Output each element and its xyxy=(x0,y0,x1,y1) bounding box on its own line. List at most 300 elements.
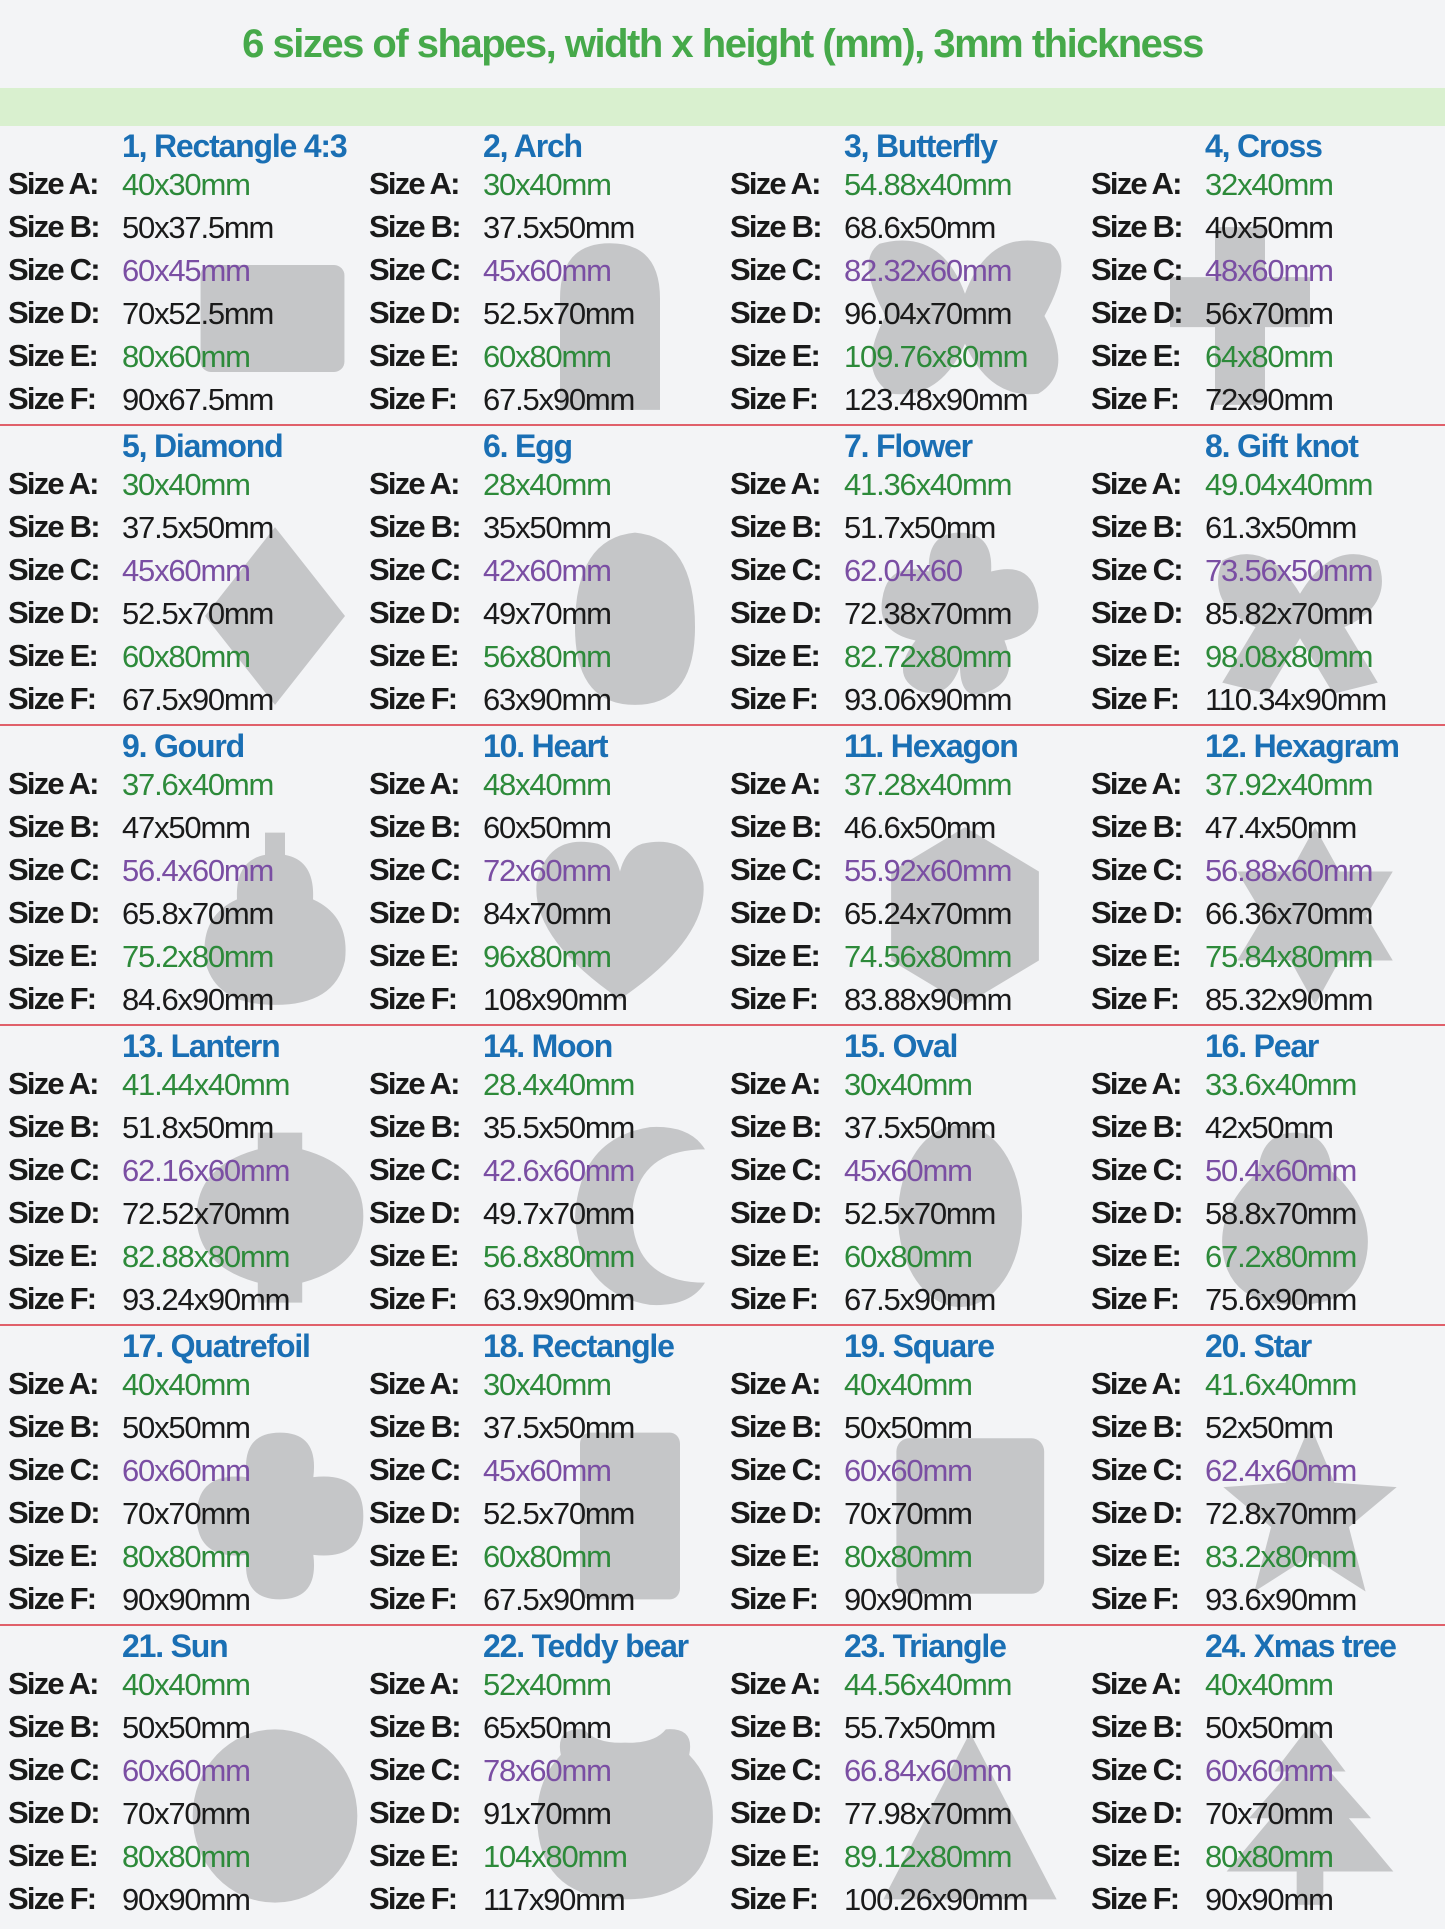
size-value: 60x60mm xyxy=(122,1753,250,1788)
size-value: 84.6x90mm xyxy=(122,982,274,1017)
size-value: 80x80mm xyxy=(1205,1839,1333,1874)
shape-title: 11. Hexagon xyxy=(844,728,1018,764)
size-line xyxy=(730,209,1083,252)
size-label: Size D: xyxy=(369,895,460,930)
size-value: 72.38x70mm xyxy=(844,596,1012,631)
size-value: 67.2x80mm xyxy=(1205,1239,1357,1274)
size-line xyxy=(8,681,361,724)
size-line xyxy=(1091,166,1444,209)
size-line xyxy=(369,1881,722,1924)
size-line xyxy=(369,295,722,338)
size-line xyxy=(1091,1795,1444,1838)
size-label: Size D: xyxy=(730,595,821,630)
size-label: Size D: xyxy=(8,595,99,630)
shape-title: 10. Heart xyxy=(483,728,608,764)
size-value: 30x40mm xyxy=(483,167,611,202)
shape-title: 8. Gift knot xyxy=(1205,428,1358,464)
shape-title: 4, Cross xyxy=(1205,128,1322,164)
size-line xyxy=(1091,209,1444,252)
size-line xyxy=(1091,981,1444,1024)
size-value: 42x60mm xyxy=(483,553,611,588)
size-value: 83.2x80mm xyxy=(1205,1539,1357,1574)
size-line xyxy=(369,895,722,938)
size-line xyxy=(8,1409,361,1452)
size-value: 66.84x60mm xyxy=(844,1753,1012,1788)
shape-title: 19. Square xyxy=(844,1328,994,1364)
size-line xyxy=(369,595,722,638)
size-value: 80x60mm xyxy=(122,339,250,374)
size-label: Size B: xyxy=(1091,1709,1182,1744)
size-label: Size E: xyxy=(1091,1538,1181,1573)
size-line xyxy=(369,1152,722,1195)
size-value: 56.8x80mm xyxy=(483,1239,635,1274)
size-label: Size A: xyxy=(369,1666,459,1701)
size-label: Size E: xyxy=(8,1238,98,1273)
shape-title: 2, Arch xyxy=(483,128,582,164)
size-line xyxy=(369,1195,722,1238)
shape-cell xyxy=(1083,1026,1444,1326)
size-value: 50.4x60mm xyxy=(1205,1153,1357,1188)
size-label: Size E: xyxy=(369,1538,459,1573)
size-label: Size E: xyxy=(369,1838,459,1873)
size-line xyxy=(369,852,722,895)
size-label: Size D: xyxy=(8,1795,99,1830)
size-line xyxy=(730,1581,1083,1624)
size-line xyxy=(730,1152,1083,1195)
size-value: 60x80mm xyxy=(122,639,250,674)
shape-cell xyxy=(1083,426,1444,726)
size-value: 82.88x80mm xyxy=(122,1239,290,1274)
size-line xyxy=(8,766,361,809)
size-label: Size A: xyxy=(1091,1666,1181,1701)
shape-title: 18. Rectangle xyxy=(483,1328,674,1364)
size-label: Size E: xyxy=(730,938,820,973)
size-label: Size A: xyxy=(8,766,98,801)
size-label: Size D: xyxy=(730,895,821,930)
size-value: 41.36x40mm xyxy=(844,467,1012,502)
size-value: 49x70mm xyxy=(483,596,611,631)
size-value: 61.3x50mm xyxy=(1205,510,1357,545)
size-value: 85.82x70mm xyxy=(1205,596,1373,631)
size-value: 70x70mm xyxy=(122,1496,250,1531)
size-value: 93.24x90mm xyxy=(122,1282,290,1317)
size-line xyxy=(1091,852,1444,895)
shape-title: 5, Diamond xyxy=(122,428,283,464)
size-value: 52.5x70mm xyxy=(122,596,274,631)
size-label: Size F: xyxy=(369,1881,457,1916)
shape-title: 13. Lantern xyxy=(122,1028,280,1064)
size-label: Size B: xyxy=(730,209,821,244)
size-value: 70x70mm xyxy=(122,1796,250,1831)
size-value: 68.6x50mm xyxy=(844,210,996,245)
size-label: Size D: xyxy=(1091,295,1182,330)
size-label: Size F: xyxy=(730,1281,818,1316)
size-label: Size D: xyxy=(1091,1495,1182,1530)
size-label: Size A: xyxy=(369,1366,459,1401)
size-value: 60x45mm xyxy=(122,253,250,288)
shape-title: 20. Star xyxy=(1205,1328,1312,1364)
size-label: Size A: xyxy=(369,466,459,501)
size-value: 44.56x40mm xyxy=(844,1667,1012,1702)
size-label: Size C: xyxy=(369,1452,460,1487)
size-line xyxy=(730,1838,1083,1881)
shape-cell xyxy=(0,1026,361,1326)
size-line xyxy=(369,1452,722,1495)
size-value: 70x70mm xyxy=(1205,1796,1333,1831)
size-label: Size B: xyxy=(369,809,460,844)
size-line xyxy=(730,1538,1083,1581)
size-value: 72x60mm xyxy=(483,853,611,888)
size-value: 93.6x90mm xyxy=(1205,1582,1357,1617)
size-label: Size C: xyxy=(369,1152,460,1187)
size-value: 58.8x70mm xyxy=(1205,1196,1357,1231)
size-line xyxy=(1091,595,1444,638)
size-value: 41.44x40mm xyxy=(122,1067,290,1102)
shape-title: 16. Pear xyxy=(1205,1028,1319,1064)
size-value: 48x40mm xyxy=(483,767,611,802)
size-label: Size C: xyxy=(8,852,99,887)
size-label: Size C: xyxy=(8,552,99,587)
size-label: Size D: xyxy=(8,295,99,330)
size-label: Size A: xyxy=(1091,1066,1181,1101)
size-line xyxy=(730,1795,1083,1838)
size-label: Size B: xyxy=(8,209,99,244)
shape-cell xyxy=(361,726,722,1026)
size-label: Size B: xyxy=(730,1109,821,1144)
size-label: Size E: xyxy=(730,338,820,373)
size-value: 90x90mm xyxy=(122,1582,250,1617)
size-label: Size C: xyxy=(730,1452,821,1487)
size-label: Size A: xyxy=(1091,1366,1181,1401)
size-line xyxy=(8,1066,361,1109)
size-label: Size E: xyxy=(1091,938,1181,973)
shape-title: 24. Xmas tree xyxy=(1205,1628,1396,1664)
size-line xyxy=(8,295,361,338)
size-line xyxy=(1091,1881,1444,1924)
size-label: Size C: xyxy=(8,252,99,287)
size-value: 85.32x90mm xyxy=(1205,982,1373,1017)
size-line xyxy=(730,1109,1083,1152)
size-value: 51.8x50mm xyxy=(122,1110,274,1145)
size-label: Size F: xyxy=(730,681,818,716)
size-value: 45x60mm xyxy=(122,553,250,588)
size-value: 37.5x50mm xyxy=(483,210,635,245)
size-label: Size C: xyxy=(1091,852,1182,887)
size-label: Size C: xyxy=(730,252,821,287)
size-line xyxy=(369,766,722,809)
size-value: 37.5x50mm xyxy=(844,1110,996,1145)
size-label: Size B: xyxy=(1091,1109,1182,1144)
size-value: 56.88x60mm xyxy=(1205,853,1373,888)
shape-cell xyxy=(1083,1626,1444,1926)
size-line xyxy=(1091,1152,1444,1195)
size-label: Size A: xyxy=(730,166,820,201)
size-value: 49.04x40mm xyxy=(1205,467,1373,502)
size-line xyxy=(1091,1538,1444,1581)
size-value: 90x90mm xyxy=(122,1882,250,1917)
shape-cell xyxy=(361,1626,722,1926)
size-line xyxy=(8,1366,361,1409)
size-line xyxy=(1091,381,1444,424)
size-line xyxy=(369,638,722,681)
size-line xyxy=(730,681,1083,724)
size-label: Size C: xyxy=(1091,1152,1182,1187)
size-label: Size F: xyxy=(1091,981,1179,1016)
shape-title: 15. Oval xyxy=(844,1028,958,1064)
size-line xyxy=(8,638,361,681)
size-line xyxy=(8,1109,361,1152)
size-value: 56x70mm xyxy=(1205,296,1333,331)
size-label: Size A: xyxy=(1091,766,1181,801)
size-label: Size A: xyxy=(8,1366,98,1401)
size-label: Size E: xyxy=(1091,1838,1181,1873)
size-value: 67.5x90mm xyxy=(483,1582,635,1617)
size-value: 60x60mm xyxy=(122,1453,250,1488)
size-value: 40x30mm xyxy=(122,167,250,202)
size-line xyxy=(730,1881,1083,1924)
size-value: 104x80mm xyxy=(483,1839,627,1874)
size-label: Size C: xyxy=(369,252,460,287)
size-label: Size F: xyxy=(8,1281,96,1316)
size-label: Size B: xyxy=(369,209,460,244)
size-value: 54.88x40mm xyxy=(844,167,1012,202)
size-label: Size C: xyxy=(369,852,460,887)
size-line xyxy=(369,552,722,595)
size-value: 62.16x60mm xyxy=(122,1153,290,1188)
size-label: Size F: xyxy=(730,1581,818,1616)
size-value: 63x90mm xyxy=(483,682,611,717)
size-line xyxy=(1091,809,1444,852)
size-line xyxy=(730,381,1083,424)
size-line xyxy=(1091,1238,1444,1281)
size-line xyxy=(8,809,361,852)
shape-cell xyxy=(0,726,361,1026)
size-value: 52x50mm xyxy=(1205,1410,1333,1445)
size-line xyxy=(730,509,1083,552)
size-label: Size C: xyxy=(369,552,460,587)
size-label: Size E: xyxy=(1091,1238,1181,1273)
size-value: 35x50mm xyxy=(483,510,611,545)
size-line xyxy=(8,1238,361,1281)
size-label: Size A: xyxy=(730,1666,820,1701)
size-label: Size F: xyxy=(1091,1581,1179,1616)
size-line xyxy=(8,1881,361,1924)
size-line xyxy=(369,509,722,552)
shape-title: 1, Rectangle 4:3 xyxy=(122,128,347,164)
size-label: Size A: xyxy=(730,766,820,801)
size-line xyxy=(8,466,361,509)
size-value: 75.2x80mm xyxy=(122,939,274,974)
size-line xyxy=(8,981,361,1024)
size-line xyxy=(1091,681,1444,724)
size-line xyxy=(8,552,361,595)
size-value: 52.5x70mm xyxy=(844,1196,996,1231)
size-label: Size C: xyxy=(730,552,821,587)
size-line xyxy=(730,809,1083,852)
size-line xyxy=(8,1666,361,1709)
shape-row xyxy=(0,1626,1445,1926)
size-line xyxy=(369,1838,722,1881)
size-value: 100.26x90mm xyxy=(844,1882,1028,1917)
size-line xyxy=(369,252,722,295)
size-line xyxy=(730,252,1083,295)
size-value: 82.72x80mm xyxy=(844,639,1012,674)
size-line xyxy=(730,852,1083,895)
size-value: 46.6x50mm xyxy=(844,810,996,845)
size-value: 40x40mm xyxy=(122,1667,250,1702)
size-line xyxy=(369,1538,722,1581)
shape-cell xyxy=(1083,726,1444,1026)
shape-cell xyxy=(0,1326,361,1626)
size-value: 80x80mm xyxy=(122,1839,250,1874)
shape-cell xyxy=(361,126,722,426)
size-value: 65.8x70mm xyxy=(122,896,274,931)
size-label: Size E: xyxy=(1091,638,1181,673)
size-value: 64x80mm xyxy=(1205,339,1333,374)
size-value: 108x90mm xyxy=(483,982,627,1017)
size-value: 40x40mm xyxy=(844,1367,972,1402)
size-value: 74.56x80mm xyxy=(844,939,1012,974)
size-label: Size C: xyxy=(8,1752,99,1787)
size-value: 56.4x60mm xyxy=(122,853,274,888)
size-value: 72x90mm xyxy=(1205,382,1333,417)
shape-cell xyxy=(722,426,1083,726)
size-line xyxy=(1091,1838,1444,1881)
size-line xyxy=(730,295,1083,338)
size-value: 28x40mm xyxy=(483,467,611,502)
size-line xyxy=(369,338,722,381)
size-line xyxy=(1091,1066,1444,1109)
size-line xyxy=(1091,638,1444,681)
size-line xyxy=(369,1752,722,1795)
size-label: Size F: xyxy=(369,981,457,1016)
size-value: 45x60mm xyxy=(483,1453,611,1488)
size-label: Size E: xyxy=(730,1538,820,1573)
size-value: 60x80mm xyxy=(844,1239,972,1274)
size-line xyxy=(1091,1752,1444,1795)
size-value: 67.5x90mm xyxy=(122,682,274,717)
size-label: Size D: xyxy=(8,895,99,930)
size-value: 75.6x90mm xyxy=(1205,1282,1357,1317)
size-label: Size F: xyxy=(8,1881,96,1916)
size-line xyxy=(8,938,361,981)
size-value: 93.06x90mm xyxy=(844,682,1012,717)
size-label: Size C: xyxy=(1091,1752,1182,1787)
size-value: 90x90mm xyxy=(1205,1882,1333,1917)
size-label: Size A: xyxy=(8,166,98,201)
size-label: Size A: xyxy=(369,1066,459,1101)
size-label: Size B: xyxy=(8,509,99,544)
size-line xyxy=(730,1409,1083,1452)
size-label: Size F: xyxy=(369,1581,457,1616)
size-line xyxy=(8,1152,361,1195)
size-value: 60x80mm xyxy=(483,1539,611,1574)
size-value: 41.6x40mm xyxy=(1205,1367,1357,1402)
size-label: Size D: xyxy=(730,1795,821,1830)
size-line xyxy=(730,1238,1083,1281)
size-value: 51.7x50mm xyxy=(844,510,996,545)
size-value: 80x80mm xyxy=(122,1539,250,1574)
size-label: Size B: xyxy=(369,1109,460,1144)
size-label: Size B: xyxy=(1091,809,1182,844)
size-line xyxy=(1091,1666,1444,1709)
size-line xyxy=(730,638,1083,681)
size-label: Size D: xyxy=(369,1495,460,1530)
shape-row xyxy=(0,426,1445,726)
size-line xyxy=(8,1838,361,1881)
size-value: 45x60mm xyxy=(844,1153,972,1188)
size-line xyxy=(369,981,722,1024)
size-line xyxy=(730,338,1083,381)
size-label: Size D: xyxy=(730,295,821,330)
size-label: Size A: xyxy=(369,766,459,801)
size-line xyxy=(369,381,722,424)
shape-cell xyxy=(0,426,361,726)
size-line xyxy=(369,1238,722,1281)
size-line xyxy=(8,1709,361,1752)
size-value: 96x80mm xyxy=(483,939,611,974)
size-value: 40x40mm xyxy=(122,1367,250,1402)
size-label: Size F: xyxy=(369,681,457,716)
size-value: 37.5x50mm xyxy=(483,1410,635,1445)
size-label: Size A: xyxy=(8,466,98,501)
size-line xyxy=(369,1409,722,1452)
size-line xyxy=(8,209,361,252)
size-value: 73.56x50mm xyxy=(1205,553,1373,588)
size-label: Size D: xyxy=(1091,595,1182,630)
size-label: Size B: xyxy=(8,1409,99,1444)
size-line xyxy=(1091,1109,1444,1152)
shape-title: 23. Triangle xyxy=(844,1628,1006,1664)
size-label: Size E: xyxy=(369,638,459,673)
size-line xyxy=(1091,1281,1444,1324)
size-value: 50x50mm xyxy=(844,1410,972,1445)
size-value: 65x50mm xyxy=(483,1710,611,1745)
size-line xyxy=(730,1709,1083,1752)
size-label: Size D: xyxy=(369,1195,460,1230)
size-value: 40x50mm xyxy=(1205,210,1333,245)
size-label: Size A: xyxy=(1091,466,1181,501)
size-value: 47x50mm xyxy=(122,810,250,845)
size-value: 35.5x50mm xyxy=(483,1110,635,1145)
size-line xyxy=(730,1066,1083,1109)
size-label: Size B: xyxy=(730,809,821,844)
size-line xyxy=(369,166,722,209)
size-value: 90x67.5mm xyxy=(122,382,274,417)
size-line xyxy=(730,981,1083,1024)
size-label: Size A: xyxy=(730,466,820,501)
size-line xyxy=(369,1581,722,1624)
size-line xyxy=(1091,1709,1444,1752)
size-label: Size E: xyxy=(1091,338,1181,373)
size-label: Size F: xyxy=(8,381,96,416)
size-label: Size A: xyxy=(369,166,459,201)
size-line xyxy=(369,1666,722,1709)
size-line xyxy=(8,252,361,295)
size-value: 78x60mm xyxy=(483,1753,611,1788)
size-line xyxy=(730,895,1083,938)
size-value: 62.04x60 xyxy=(844,553,962,588)
size-label: Size F: xyxy=(8,1581,96,1616)
size-label: Size F: xyxy=(730,381,818,416)
shape-cell xyxy=(361,1326,722,1626)
size-label: Size E: xyxy=(8,1538,98,1573)
shape-title: 12. Hexagram xyxy=(1205,728,1399,764)
size-label: Size D: xyxy=(8,1495,99,1530)
size-value: 123.48x90mm xyxy=(844,382,1028,417)
size-value: 66.36x70mm xyxy=(1205,896,1373,931)
size-line xyxy=(1091,1452,1444,1495)
